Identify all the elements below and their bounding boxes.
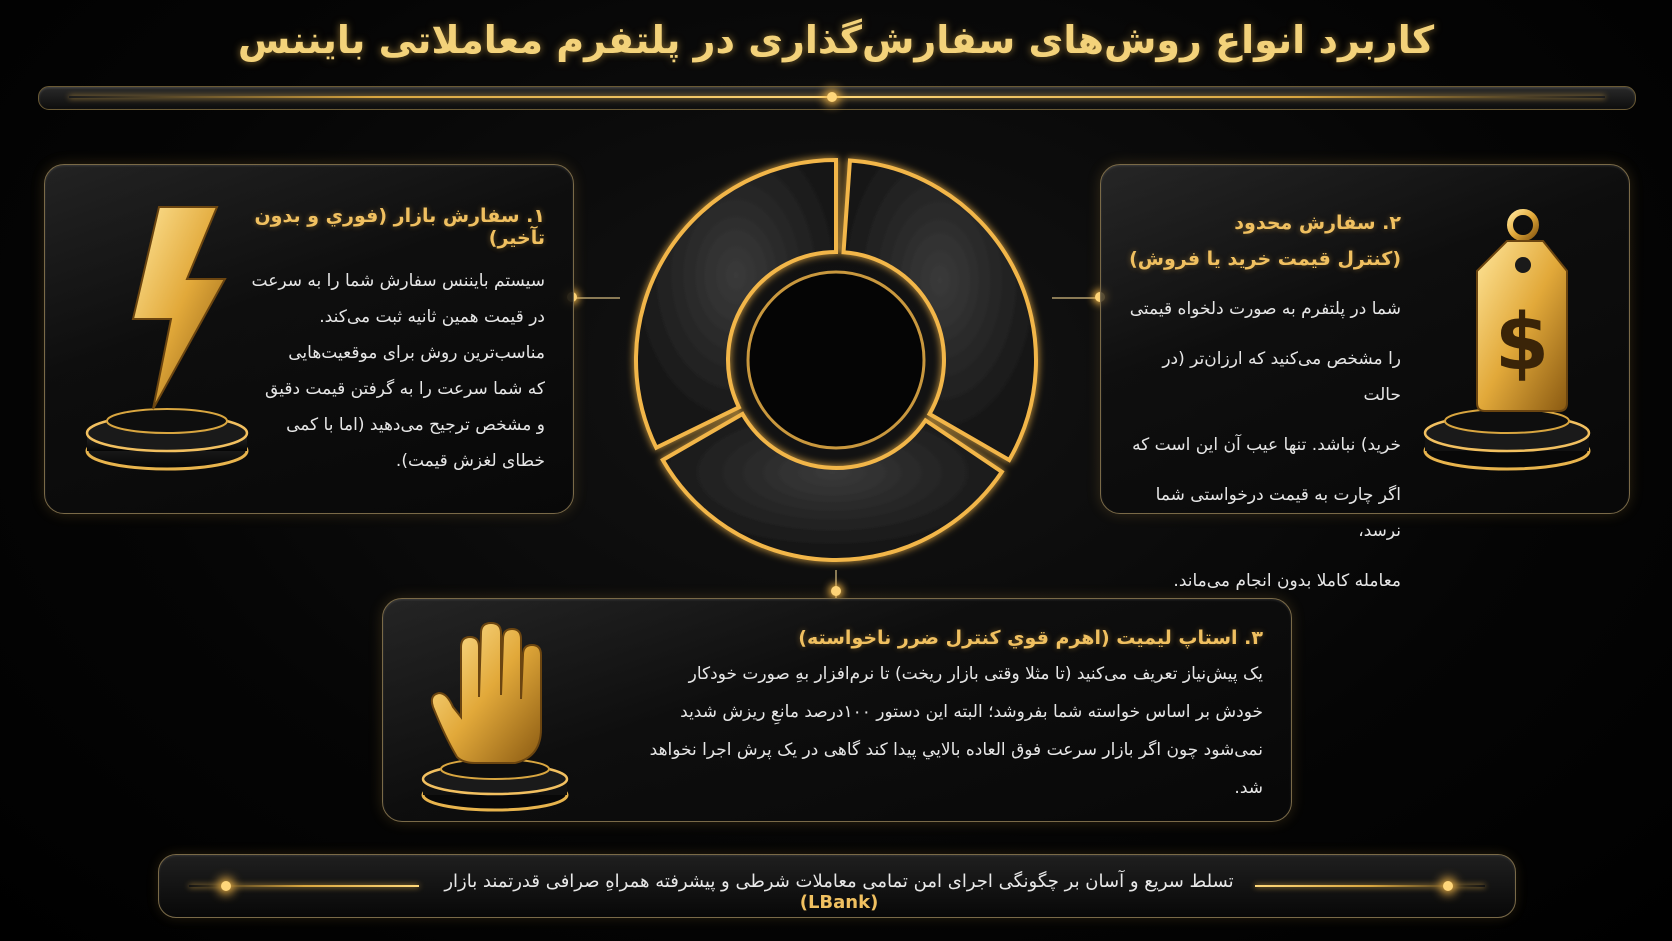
title-glow-line [69, 96, 1605, 98]
lightning-bolt-icon [67, 189, 267, 489]
connector-left [572, 297, 620, 299]
footer-text [439, 871, 1239, 913]
limit-order-line: را مشخص می‌کنید که ارزان‌تر (در حالت [1162, 349, 1401, 405]
ring-inner-circle [748, 272, 924, 448]
limit-order-line: خرید) نباشد. تنها عیب آن این است که [1132, 435, 1401, 455]
limit-order-card [1100, 164, 1630, 591]
stop-limit-heading: ۳. استاپ لیمیت (اهرم قوي کنترل ضرر ناخواسته) [798, 627, 1263, 649]
market-order-heading: ۱. سفارش بازار (فوري و بدون تآخير) [254, 205, 545, 249]
limit-order-subheading: (کنترل قیمت خرید یا فروش) [1129, 248, 1401, 270]
market-order-line: و مشخص ترجیح می‌دهید (اما با کمی [286, 415, 545, 435]
market-order-line: که شما سرعت را به گرفتن قیمت دقیق [265, 379, 545, 399]
market-order-card [44, 164, 574, 514]
footer-glow-dot-right [1443, 881, 1453, 891]
stop-limit-card [382, 598, 1292, 822]
limit-order-line: معامله کاملا بدون انجام می‌ماند. [1173, 571, 1401, 591]
central-ring-diagram [616, 140, 1056, 580]
market-order-line: خطای لغزش قیمت). [395, 451, 545, 471]
page-title: کاربرد انواع روش‌های سفارش‌گذاری در پلتفرم معاملاتی بایننس [237, 18, 1435, 62]
limit-order-line: شما در پلتفرم به صورت دلخواه قیمتی [1129, 299, 1401, 319]
title-glow-dot [827, 92, 837, 102]
market-order-line: سیستم بایننس سفارش شما را به سرعت [251, 271, 545, 291]
footer-message: تسلط سریع و آسان بر چگونگی اجرای امن تمامی معاملات شرطی و پیشرفته همراهِ صرافی قدرتمند بازار [444, 871, 1234, 892]
title-divider [38, 86, 1636, 110]
market-order-line: در قیمت همین ثانیه ثبت می‌کند. [319, 307, 545, 327]
connector-right [1052, 297, 1100, 299]
price-tag-symbol: $ [1494, 298, 1550, 388]
footer-banner [158, 854, 1516, 918]
hand-stop-icon [405, 607, 585, 817]
market-order-line: مناسب‌ترین روش برای موقعیت‌هایی [288, 343, 545, 363]
limit-order-line: اگر چارت به قیمت درخواستی شما نرسد، [1155, 485, 1401, 541]
stop-limit-line: خودش بر اساس خواسته شما بفروشد؛ البته این دستور ۱۰۰درصد مانعِ ریزش شدید [680, 702, 1263, 722]
price-tag-icon [1407, 189, 1607, 489]
stop-limit-line: نمی‌شود چون اگر بازار سرعت فوق العاده بالايي پیدا کند گاهی در یک پرش اجرا نخواهد شد. [649, 740, 1263, 798]
limit-order-heading: ۲. سفارش محدود [1234, 212, 1401, 234]
footer-brand: (LBank) [799, 892, 879, 913]
connector-bottom-dot [831, 586, 841, 596]
footer-glow-dot-left [221, 881, 231, 891]
stop-limit-line: یک پیش‌نیاز تعریف می‌کنید (تا مثلا وقتی بازار ریخت) تا نرم‌افزار بهِ صورت خودکار [688, 664, 1263, 684]
